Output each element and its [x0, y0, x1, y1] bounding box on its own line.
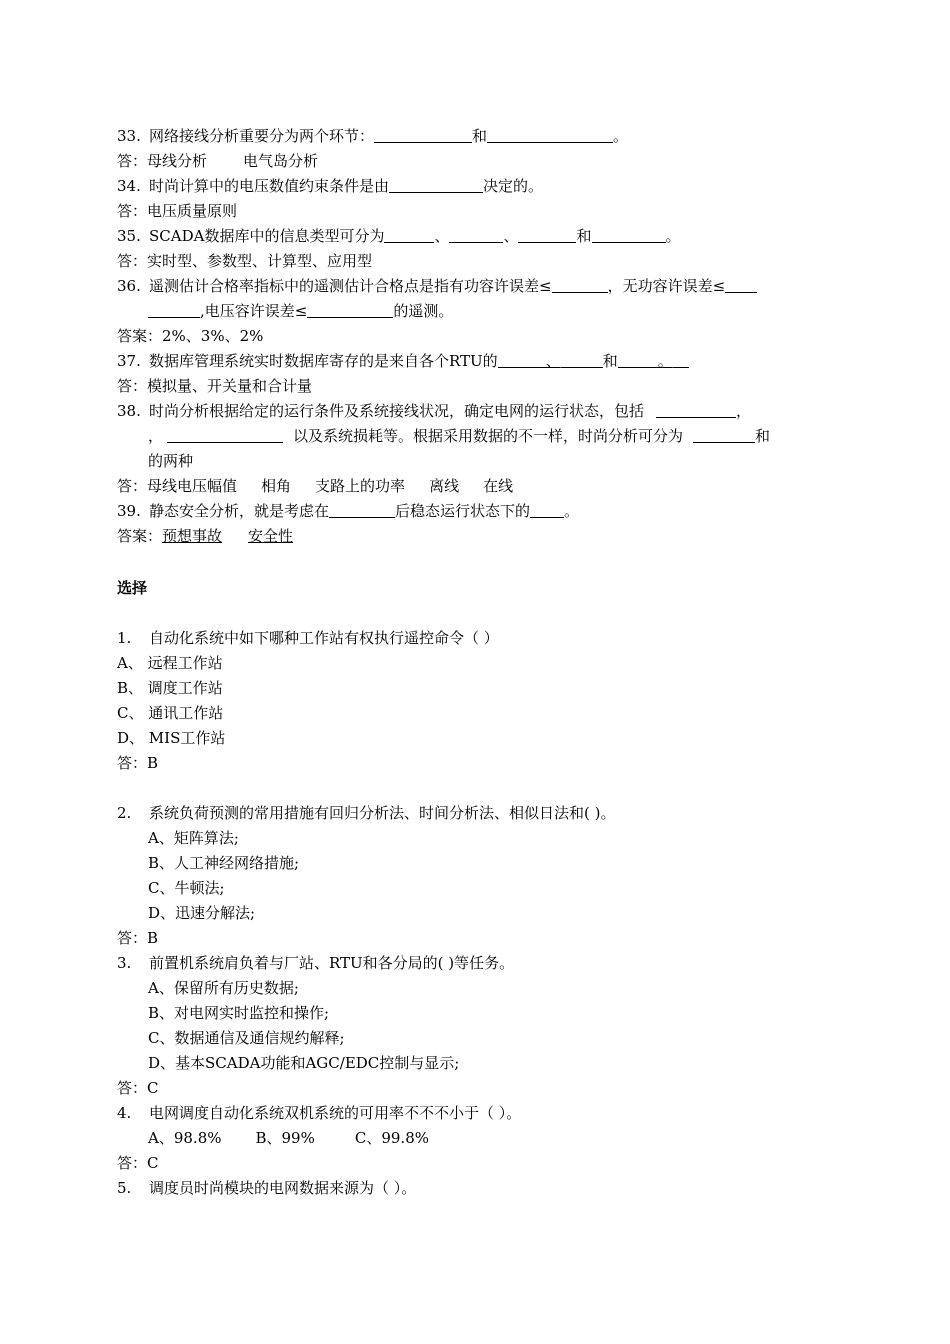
q38-text-1: 时尚分析根据给定的运行条件及系统接线状况，确定电网的运行状态，包括 — [149, 402, 645, 420]
choice-q2-number: 2. — [117, 804, 132, 822]
choice-q2-option-c: C、牛顿法; — [148, 879, 225, 897]
q37-blank-2 — [561, 351, 603, 368]
q35-sep-2: 、 — [503, 227, 519, 245]
q39-answer-2: 安全性 — [248, 527, 294, 545]
choice-q1 — [117, 626, 499, 651]
q36-blank-2a — [725, 276, 757, 293]
q33-answer — [117, 149, 318, 174]
q38-answer-5: 在线 — [483, 477, 514, 495]
q38-blank-3 — [693, 426, 755, 443]
q37-sep: 、 — [545, 352, 561, 370]
q39-answer — [117, 524, 293, 549]
choice-q3-option-c: C、数据通信及通信规约解释; — [148, 1029, 345, 1047]
q35-blank-4 — [592, 226, 666, 243]
choice-q3-text: 前置机系统肩负着与厂站、RTU和各分局的( )等任务。 — [149, 954, 515, 972]
q33-text: 网络接线分析重要分为两个环节： — [149, 127, 375, 145]
choice-q4-answer: 答：C — [117, 1154, 159, 1172]
choice-q4-options — [148, 1126, 429, 1151]
q38-text-2: 以及系统损耗等。根据采用数据的不一样，时尚分析可分为 — [293, 427, 684, 445]
choice-q3-answer: 答：C — [117, 1079, 159, 1097]
q39-answer-1: 预想事故 — [162, 527, 223, 545]
q38-comma-2: ， — [148, 427, 164, 445]
q35-line — [117, 224, 681, 249]
q33-blank-2 — [487, 126, 613, 143]
q39-text: 静态安全分析，就是考虑在 — [149, 502, 330, 520]
q38-line-2 — [148, 424, 770, 449]
q37-answer: 答：模拟量、开关量和合计量 — [117, 377, 313, 395]
choice-q4-text: 电网调度自动化系统双机系统的可用率不不不小于（ ）。 — [149, 1104, 522, 1122]
q38-line-3: 的两种 — [148, 452, 194, 470]
q36-number: 36. — [117, 277, 141, 295]
q39-end: 。 — [564, 502, 580, 520]
choice-q2-option-a: A、矩阵算法; — [148, 829, 239, 847]
q35-blank-2 — [449, 226, 503, 243]
choice-q3 — [117, 951, 514, 976]
section-title-choice: 选择 — [117, 579, 148, 597]
q36-blank-1 — [552, 276, 608, 293]
q34-text: 时尚计算中的电压数值约束条件是由 — [149, 177, 390, 195]
q36-text: 遥测估计合格率指标中的遥测估计合格点是指有功容许误差≤ — [149, 277, 552, 295]
q35-end: 。 — [665, 227, 681, 245]
q35-answer: 答：实时型、参数型、计算型、应用型 — [117, 252, 373, 270]
q39-number: 39. — [117, 502, 141, 520]
choice-q3-option-a: A、保留所有历史数据; — [148, 979, 299, 997]
q38-answer-2: 相角 — [261, 477, 292, 495]
q33-number: 33. — [117, 127, 141, 145]
q39-blank-1 — [329, 501, 395, 518]
choice-q3-option-d: D、基本SCADA功能和AGC/EDC控制与显示; — [148, 1054, 460, 1072]
q34-end: 决定的。 — [483, 177, 544, 195]
q38-blank-2 — [167, 426, 283, 443]
q37-number: 37. — [117, 352, 141, 370]
choice-q4-option-a: A、98.8% — [148, 1129, 222, 1147]
q33-end: 。 — [613, 127, 629, 145]
q34-number: 34. — [117, 177, 141, 195]
q36-answer: 答案：2%、3%、2% — [117, 327, 264, 345]
choice-q5-text: 调度员时尚模块的电网数据来源为（ ）。 — [149, 1179, 417, 1197]
q38-answer-3: 支路上的功率 — [315, 477, 406, 495]
q36-blank-3 — [307, 301, 393, 318]
q39-answer-prefix: 答案： — [117, 527, 163, 545]
choice-q1-text: 自动化系统中如下哪种工作站有权执行遥控命令（ ） — [149, 629, 499, 647]
q38-answer-1: 母线电压幅值 — [147, 477, 238, 495]
q37-blank-3 — [618, 351, 658, 368]
q39-blank-2 — [530, 501, 564, 518]
q38-number: 38. — [117, 402, 141, 420]
q38-line-1 — [117, 399, 751, 424]
q36-line-2 — [148, 299, 453, 324]
choice-q1-option-a: A、 远程工作站 — [117, 654, 223, 672]
q35-and: 和 — [576, 227, 592, 245]
choice-q1-number: 1. — [117, 629, 132, 647]
choice-q2-text: 系统负荷预测的常用措施有回归分析法、时间分析法、相似日法和( )。 — [149, 804, 616, 822]
q36-end: 的遥测。 — [393, 302, 454, 320]
q38-blank-1 — [656, 401, 736, 418]
q35-blank-1 — [384, 226, 434, 243]
q39-line — [117, 499, 579, 524]
q39-text-2: 后稳态运行状态下的 — [395, 502, 531, 520]
choice-q2-option-b: B、人工神经网络措施; — [148, 854, 300, 872]
choice-q4 — [117, 1101, 521, 1126]
choice-q4-option-c: C、99.8% — [354, 1129, 429, 1147]
q35-text: SCADA数据库中的信息类型可分为 — [149, 227, 385, 245]
q33-line — [117, 124, 628, 149]
choice-q4-option-b: B、99% — [255, 1129, 315, 1147]
q38-answer-prefix: 答： — [117, 477, 148, 495]
q38-answer-4: 离线 — [429, 477, 460, 495]
q36-line-1 — [117, 274, 757, 299]
q33-and: 和 — [472, 127, 488, 145]
q37-blank-4 — [673, 351, 689, 368]
q37-blank-1 — [498, 351, 546, 368]
choice-q2-answer: 答：B — [117, 929, 159, 947]
q33-answer-2: 电气岛分析 — [243, 152, 319, 170]
q38-answer — [117, 474, 513, 499]
q33-answer-1: 答：母线分析 — [117, 152, 208, 170]
choice-q4-number: 4. — [117, 1104, 132, 1122]
q35-blank-3 — [518, 226, 576, 243]
q37-and: 和 — [602, 352, 618, 370]
q38-comma: ， — [736, 402, 752, 420]
q35-number: 35. — [117, 227, 141, 245]
q36-text-3: ,电压容许误差≤ — [200, 302, 308, 320]
q36-text-2: ，无功容许误差≤ — [607, 277, 726, 295]
choice-q3-number: 3. — [117, 954, 132, 972]
q36-blank-2b — [148, 301, 200, 318]
choice-q1-option-c: C、 通讯工作站 — [117, 704, 224, 722]
q35-sep-1: 、 — [434, 227, 450, 245]
choice-q1-answer: 答：B — [117, 754, 159, 772]
choice-q5 — [117, 1176, 416, 1201]
q34-answer: 答：电压质量原则 — [117, 202, 238, 220]
q37-line — [117, 349, 689, 374]
q34-blank — [389, 176, 483, 193]
q34-line — [117, 174, 543, 199]
choice-q2 — [117, 801, 615, 826]
q37-text: 数据库管理系统实时数据库寄存的是来自各个RTU的 — [149, 352, 498, 370]
choice-q3-option-b: B、对电网实时监控和操作; — [148, 1004, 330, 1022]
q33-blank-1 — [374, 126, 472, 143]
choice-q1-option-b: B、 调度工作站 — [117, 679, 223, 697]
choice-q1-option-d: D、 MIS工作站 — [117, 729, 226, 747]
q38-and: 和 — [755, 427, 771, 445]
choice-q5-number: 5. — [117, 1179, 132, 1197]
q37-end: 。 — [657, 352, 673, 370]
choice-q2-option-d: D、迅速分解法; — [148, 904, 256, 922]
